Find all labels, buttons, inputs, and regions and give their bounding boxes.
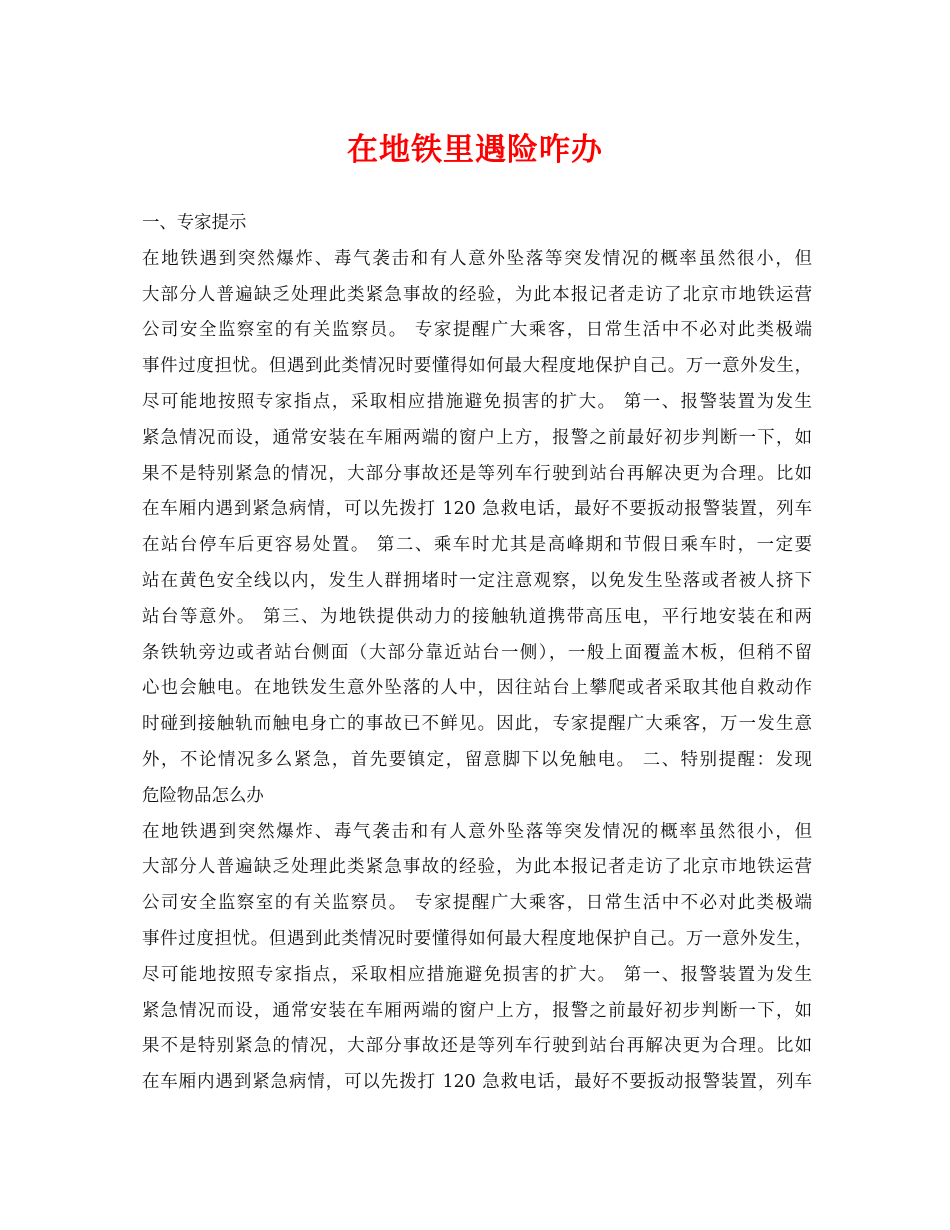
document-title: 在地铁里遇险咋办 [347, 132, 603, 168]
body-line: 在车厢内遇到紧急病情，可以先拨打 120 急救电话，最好不要扳动报警装置，列车 [142, 499, 812, 520]
body-line: 公司安全监察室的有关监察员。 专家提醒广大乘客，日常生活中不必对此类极端 [142, 893, 812, 914]
body-line: 时碰到接触轨而触电身亡的事故已不鲜见。因此，专家提醒广大乘客，万一发生意 [142, 714, 812, 735]
document-body [142, 206, 812, 1101]
body-line: 站在黄色安全线以内，发生人群拥堵时一定注意观察，以免发生坠落或者被人挤下 [142, 570, 812, 591]
body-line: 紧急情况而设，通常安装在车厢两端的窗户上方，报警之前最好初步判断一下，如 [142, 1000, 812, 1021]
body-line: 外，不论情况多么紧急，首先要镇定，留意脚下以免触电。 二、特别提醒：发现 [142, 749, 812, 770]
section-heading-expert-tips: 一、专家提示 [142, 213, 247, 233]
body-line: 果不是特别紧急的情况，大部分事故还是等列车行驶到站台再解决更为合理。比如 [142, 463, 812, 484]
body-line: 大部分人普遍缺乏处理此类紧急事故的经验，为此本报记者走访了北京市地铁运营 [142, 284, 812, 305]
body-line: 站台等意外。 第三、为地铁提供动力的接触轨道携带高压电，平行地安装在和两 [142, 606, 812, 627]
body-line: 尽可能地按照专家指点，采取相应措施避免损害的扩大。 第一、报警装置为发生 [142, 391, 812, 412]
body-line: 在地铁遇到突然爆炸、毒气袭击和有人意外坠落等突发情况的概率虽然很小，但 [142, 248, 812, 269]
body-line: 尽可能地按照专家指点，采取相应措施避免损害的扩大。 第一、报警装置为发生 [142, 964, 812, 985]
body-line: 条铁轨旁边或者站台侧面（大部分靠近站台一侧），一般上面覆盖木板，但稍不留 [142, 642, 812, 663]
body-line: 在车厢内遇到紧急病情，可以先拨打 120 急救电话，最好不要扳动报警装置，列车 [142, 1072, 812, 1093]
body-line: 紧急情况而设，通常安装在车厢两端的窗户上方，报警之前最好初步判断一下，如 [142, 427, 812, 448]
body-line: 公司安全监察室的有关监察员。 专家提醒广大乘客，日常生活中不必对此类极端 [142, 320, 812, 341]
body-line: 事件过度担忧。但遇到此类情况时要懂得如何最大程度地保护自己。万一意外发生， [142, 356, 812, 377]
body-line: 事件过度担忧。但遇到此类情况时要懂得如何最大程度地保护自己。万一意外发生， [142, 928, 812, 949]
body-line: 大部分人普遍缺乏处理此类紧急事故的经验，为此本报记者走访了北京市地铁运营 [142, 857, 812, 878]
body-line: 心也会触电。在地铁发生意外坠落的人中，因往站台上攀爬或者采取其他自救动作 [142, 678, 812, 699]
body-line: 危险物品怎么办 [142, 785, 264, 806]
body-line: 在站台停车后更容易处置。 第二、乘车时尤其是高峰期和节假日乘车时，一定要 [142, 535, 812, 556]
body-line: 在地铁遇到突然爆炸、毒气袭击和有人意外坠落等突发情况的概率虽然很小，但 [142, 821, 812, 842]
body-line: 果不是特别紧急的情况，大部分事故还是等列车行驶到站台再解决更为合理。比如 [142, 1036, 812, 1057]
